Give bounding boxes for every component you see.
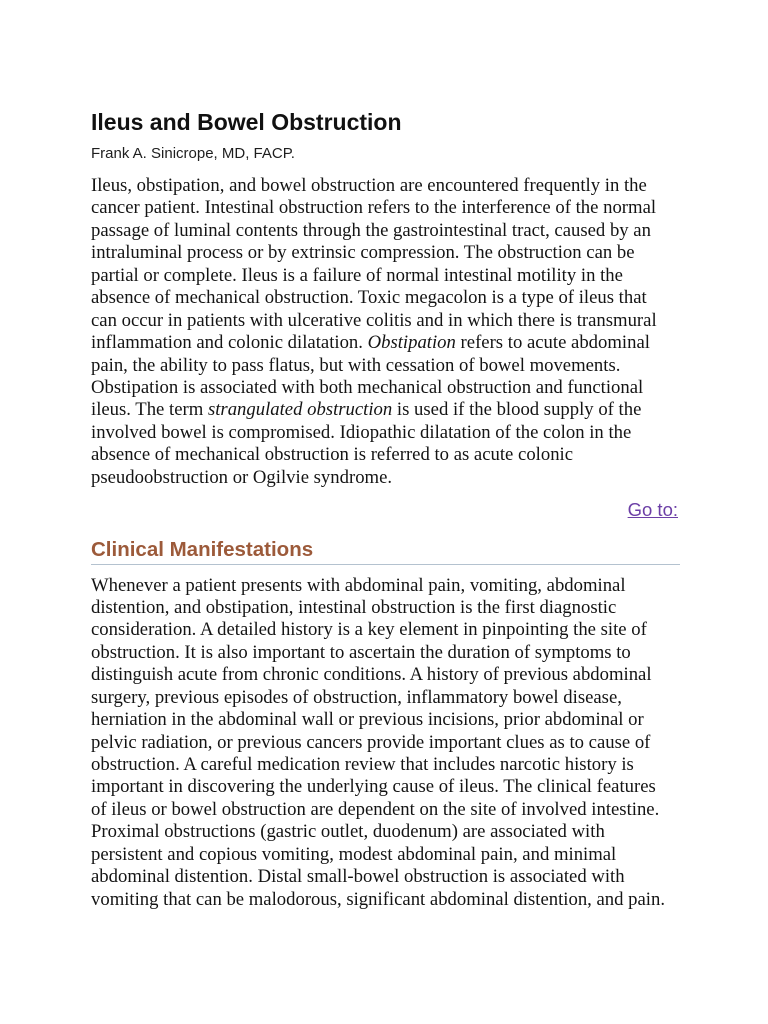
intro-line: Obstipation is associated with both mechanical obstruction and functional: [91, 376, 644, 398]
section-heading: Clinical Manifestations: [91, 538, 314, 561]
section-line: obstruction. A careful medication review that includes narcotic history is: [91, 754, 634, 775]
intro-line: Ileus, obstipation, and bowel obstruction are encountered frequently in the: [91, 175, 647, 196]
intro-paragraph: [91, 175, 691, 489]
section-line: obstruction. It is also important to ascertain the duration of symptoms to: [91, 641, 631, 663]
section-line: Whenever a patient presents with abdominal pain, vomiting, abdominal: [91, 574, 626, 596]
intro-line: absence of mechanical obstruction is referred to as acute colonic: [91, 444, 574, 466]
section-line: Proximal obstructions (gastric outlet, duodenum) are associated with: [91, 821, 605, 843]
intro-line: passage of luminal contents through the gastrointestinal tract, caused by an: [91, 219, 651, 241]
intro-line: absence of mechanical obstruction. Toxic megacolon is a type of ileus that: [91, 287, 647, 309]
section-line: persistent and copious vomiting, modest abdominal pain, and minimal: [91, 843, 617, 865]
section-line: pelvic radiation, or previous cancers provide important clues as to cause of: [91, 731, 651, 753]
section-line: important in discovering the underlying cause of ileus. The clinical features: [91, 776, 656, 798]
section-line: distention, and obstipation, intestinal obstruction is the first diagnostic: [91, 596, 617, 618]
italic-term-strangulated-obstruction: strangulated obstruction: [207, 399, 393, 421]
goto-container: [91, 499, 678, 521]
intro-line: [91, 332, 691, 354]
intro-line: can occur in patients with ulcerative colitis and in which there is transmural: [91, 309, 657, 331]
heading-divider: [91, 564, 680, 565]
article-title: Ileus and Bowel Obstruction: [91, 109, 402, 135]
section-line: of ileus or bowel obstruction are dependent on the site of involved intestine.: [91, 798, 660, 820]
intro-line: intraluminal process or by extrinsic compression. The obstruction can be: [91, 242, 635, 264]
section-line: abdominal distention. Distal small-bowel obstruction is associated with: [91, 866, 625, 888]
intro-line: partial or complete. Ileus is a failure of normal intestinal motility in the: [91, 264, 623, 286]
section-line: distinguish acute from chronic conditions. A history of previous abdominal: [91, 664, 652, 686]
article-author: Frank A. Sinicrope, MD, FACP.: [91, 145, 295, 162]
line-segment: ileus. The term: [91, 399, 208, 421]
section-paragraph: [91, 575, 691, 912]
intro-line: pseudoobstruction or Ogilvie syndrome.: [91, 466, 393, 488]
italic-term-obstipation: Obstipation: [367, 332, 456, 354]
goto-link[interactable]: Go to:: [627, 499, 678, 520]
line-segment: refers to acute abdominal: [455, 332, 650, 354]
intro-line: cancer patient. Intestinal obstruction refers to the interference of the normal: [91, 197, 657, 219]
intro-line: involved bowel is compromised. Idiopathic dilatation of the colon in the: [91, 421, 632, 443]
intro-line: [91, 399, 691, 421]
section-line: consideration. A detailed history is a key element in pinpointing the site of: [91, 619, 647, 641]
section-line: vomiting that can be malodorous, significant abdominal distention, and pain.: [91, 888, 666, 910]
intro-line: pain, the ability to pass flatus, but with cessation of bowel movements.: [91, 354, 621, 376]
line-segment: inflammation and colonic dilatation.: [91, 332, 368, 354]
line-segment: is used if the blood supply of the: [392, 399, 642, 421]
section-line: surgery, previous episodes of obstruction, inflammatory bowel disease,: [91, 686, 622, 708]
section-line: herniation in the abdominal wall or previous incisions, prior abdominal or: [91, 709, 644, 731]
